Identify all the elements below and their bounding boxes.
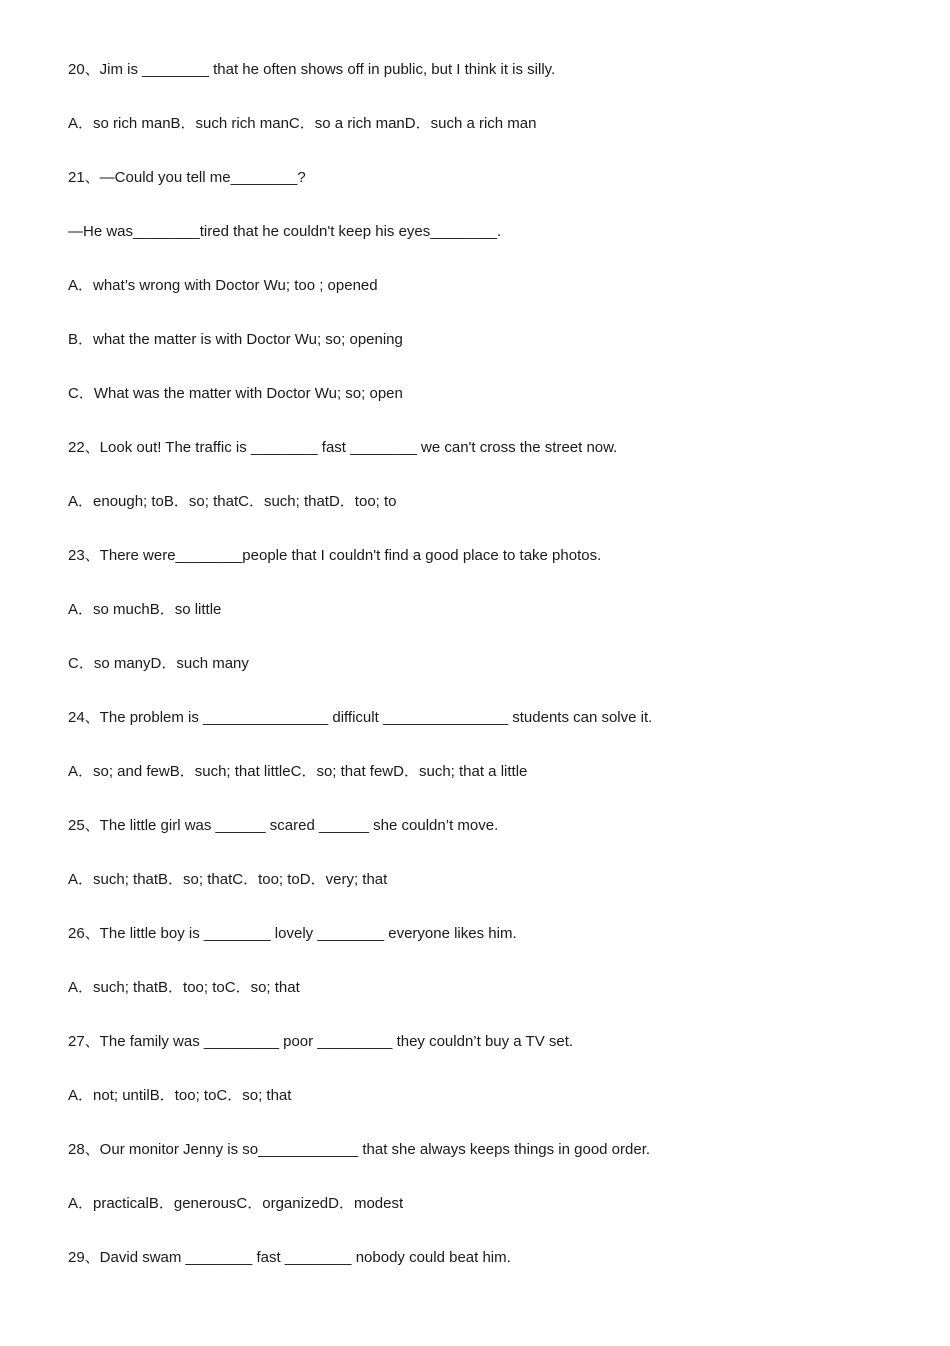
question-22-options: A．enough; toB．so; thatC．such; thatD．too; to (68, 493, 397, 510)
question-24: 24、The problem is _______________ difficult _______________ students can solve it. (68, 709, 653, 726)
question-28-options: A．practicalB．generousC．organizedD．modest (68, 1195, 404, 1212)
question-23-options-cd: C．so manyD．such many (68, 655, 249, 672)
question-22: 22、Look out! The traffic is ________ fast ________ we can't cross the street now. (68, 439, 618, 456)
question-23: 23、There were________people that I couldn't find a good place to take photos. (68, 547, 602, 564)
question-list (68, 58, 888, 1300)
question-27-options: A．not; untilB．too; toC．so; that (68, 1087, 292, 1104)
question-28: 28、Our monitor Jenny is so____________ that she always keeps things in good order. (68, 1141, 651, 1158)
question-21-reply: —He was________tired that he couldn't keep his eyes________. (68, 223, 502, 240)
question-21-option-c: C．What was the matter with Doctor Wu; so; open (68, 385, 403, 402)
question-21-option-b: B．what the matter is with Doctor Wu; so; opening (68, 331, 403, 348)
question-20: 20、Jim is ________ that he often shows off in public, but I think it is silly. (68, 61, 556, 78)
question-21-option-a: A．what’s wrong with Doctor Wu; too ; opened (68, 277, 378, 294)
question-27: 27、The family was _________ poor _________ they couldn’t buy a TV set. (68, 1033, 574, 1050)
question-25: 25、The little girl was ______ scared ______ she couldn’t move. (68, 817, 499, 834)
question-23-options-ab: A．so muchB．so little (68, 601, 222, 618)
question-21: 21、—Could you tell me________? (68, 169, 306, 186)
question-24-options: A．so; and fewB．such; that littleC．so; that fewD．such; that a little (68, 763, 528, 780)
question-26: 26、The little boy is ________ lovely ________ everyone likes him. (68, 925, 517, 942)
question-29: 29、David swam ________ fast ________ nobody could beat him. (68, 1249, 511, 1266)
question-26-options: A．such; thatB．too; toC．so; that (68, 979, 300, 996)
question-20-options: A．so rich manB．such rich manC．so a rich manD．such a rich man (68, 115, 537, 132)
question-25-options: A．such; thatB．so; thatC．too; toD．very; that (68, 871, 388, 888)
